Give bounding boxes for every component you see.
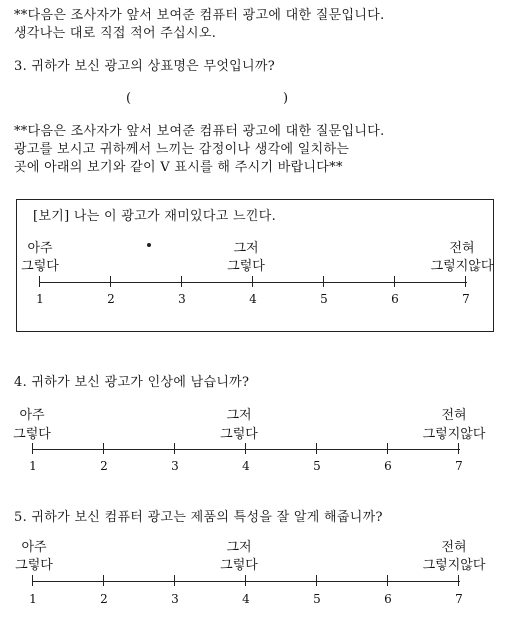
q5-tick-4[interactable] — [245, 575, 246, 586]
example-left-anchor-line-2: 그렇다 — [21, 259, 59, 274]
q5-tick-5[interactable] — [316, 575, 317, 586]
intro-line-1: **다음은 조사자가 앞서 보여준 컴퓨터 광고에 대한 질문입니다. — [14, 8, 385, 23]
q4-left-anchor-line-1: 아주 — [19, 408, 45, 423]
example-number-6: 6 — [391, 292, 399, 306]
brand-name-answer-field[interactable] — [161, 96, 271, 110]
q5-left-anchor-line-1: 아주 — [21, 540, 47, 555]
example-tick-7[interactable] — [465, 276, 466, 287]
q5-number-7: 7 — [455, 592, 463, 606]
example-number-5: 5 — [320, 292, 328, 306]
q5-right-anchor-line-2: 그렇지않다 — [422, 558, 486, 573]
example-mid-anchor-line-2: 그렇다 — [227, 259, 265, 274]
q3-paren-close: ) — [283, 91, 289, 106]
q4-number-4: 4 — [242, 459, 250, 473]
q5-tick-7[interactable] — [458, 575, 459, 586]
q5-mid-anchor-line-2: 그렇다 — [220, 558, 258, 573]
q4-tick-4[interactable] — [245, 443, 246, 454]
question-5-text: 5. 귀하가 보신 컴퓨터 광고는 제품의 특성을 잘 알게 해줍니까? — [14, 510, 383, 525]
q5-tick-3[interactable] — [174, 575, 175, 586]
example-right-anchor-line-1: 전혀 — [449, 241, 475, 256]
q5-number-4: 4 — [242, 592, 250, 606]
q4-right-anchor-line-1: 전혀 — [441, 408, 467, 423]
q5-mid-anchor-line-1: 그저 — [226, 540, 252, 555]
question-4-text: 4. 귀하가 보신 광고가 인상에 남습니까? — [14, 375, 250, 390]
stray-mark-dot — [147, 243, 151, 247]
q4-number-1: 1 — [29, 459, 37, 473]
question-3-text: 3. 귀하가 보신 광고의 상표명은 무엇입니까? — [14, 59, 276, 74]
instructions-line-3: 곳에 아래의 보기와 같이 V 표시를 해 주시기 바랍니다** — [14, 160, 343, 175]
q4-tick-2[interactable] — [103, 443, 104, 454]
example-tick-2[interactable] — [110, 276, 111, 287]
q5-number-5: 5 — [313, 592, 321, 606]
example-number-7: 7 — [462, 292, 470, 306]
q5-tick-1[interactable] — [32, 575, 33, 586]
q3-paren-open: ( — [126, 91, 132, 106]
example-tick-5[interactable] — [323, 276, 324, 287]
instructions-line-2: 광고를 보시고 귀하께서 느끼는 감정이나 생각에 일치하는 — [14, 142, 350, 157]
example-mid-anchor-line-1: 그저 — [233, 241, 259, 256]
q5-number-6: 6 — [384, 592, 392, 606]
q4-tick-7[interactable] — [458, 443, 459, 454]
q5-tick-2[interactable] — [103, 575, 104, 586]
q4-number-2: 2 — [100, 459, 108, 473]
q5-number-1: 1 — [29, 592, 37, 606]
q4-number-5: 5 — [313, 459, 321, 473]
example-number-4: 4 — [249, 292, 257, 306]
example-tick-6[interactable] — [394, 276, 395, 287]
q4-number-6: 6 — [384, 459, 392, 473]
q4-left-anchor-line-2: 그렇다 — [13, 427, 51, 442]
q4-number-7: 7 — [455, 459, 463, 473]
q5-number-3: 3 — [171, 592, 179, 606]
example-statement: [보기] 나는 이 광고가 재미있다고 느낀다. — [33, 209, 277, 224]
instructions-line-1: **다음은 조사자가 앞서 보여준 컴퓨터 광고에 대한 질문입니다. — [14, 124, 385, 139]
q5-left-anchor-line-2: 그렇다 — [15, 558, 53, 573]
example-tick-4[interactable] — [252, 276, 253, 287]
q4-mid-anchor-line-1: 그저 — [226, 408, 252, 423]
q4-mid-anchor-line-2: 그렇다 — [220, 427, 258, 442]
intro-line-2: 생각나는 대로 직접 적어 주십시오. — [14, 26, 217, 41]
example-left-anchor-line-1: 아주 — [27, 241, 53, 256]
example-number-1: 1 — [36, 292, 44, 306]
q4-number-3: 3 — [171, 459, 179, 473]
q4-tick-5[interactable] — [316, 443, 317, 454]
example-tick-1[interactable] — [39, 276, 40, 287]
q5-tick-6[interactable] — [387, 575, 388, 586]
q5-number-2: 2 — [100, 592, 108, 606]
q4-right-anchor-line-2: 그렇지않다 — [422, 427, 486, 442]
q4-tick-1[interactable] — [32, 443, 33, 454]
example-number-2: 2 — [107, 292, 115, 306]
example-right-anchor-line-2: 그렇지않다 — [430, 259, 494, 274]
q4-tick-6[interactable] — [387, 443, 388, 454]
example-tick-3[interactable] — [181, 276, 182, 287]
example-number-3: 3 — [178, 292, 186, 306]
q5-right-anchor-line-1: 전혀 — [441, 540, 467, 555]
q4-tick-3[interactable] — [174, 443, 175, 454]
